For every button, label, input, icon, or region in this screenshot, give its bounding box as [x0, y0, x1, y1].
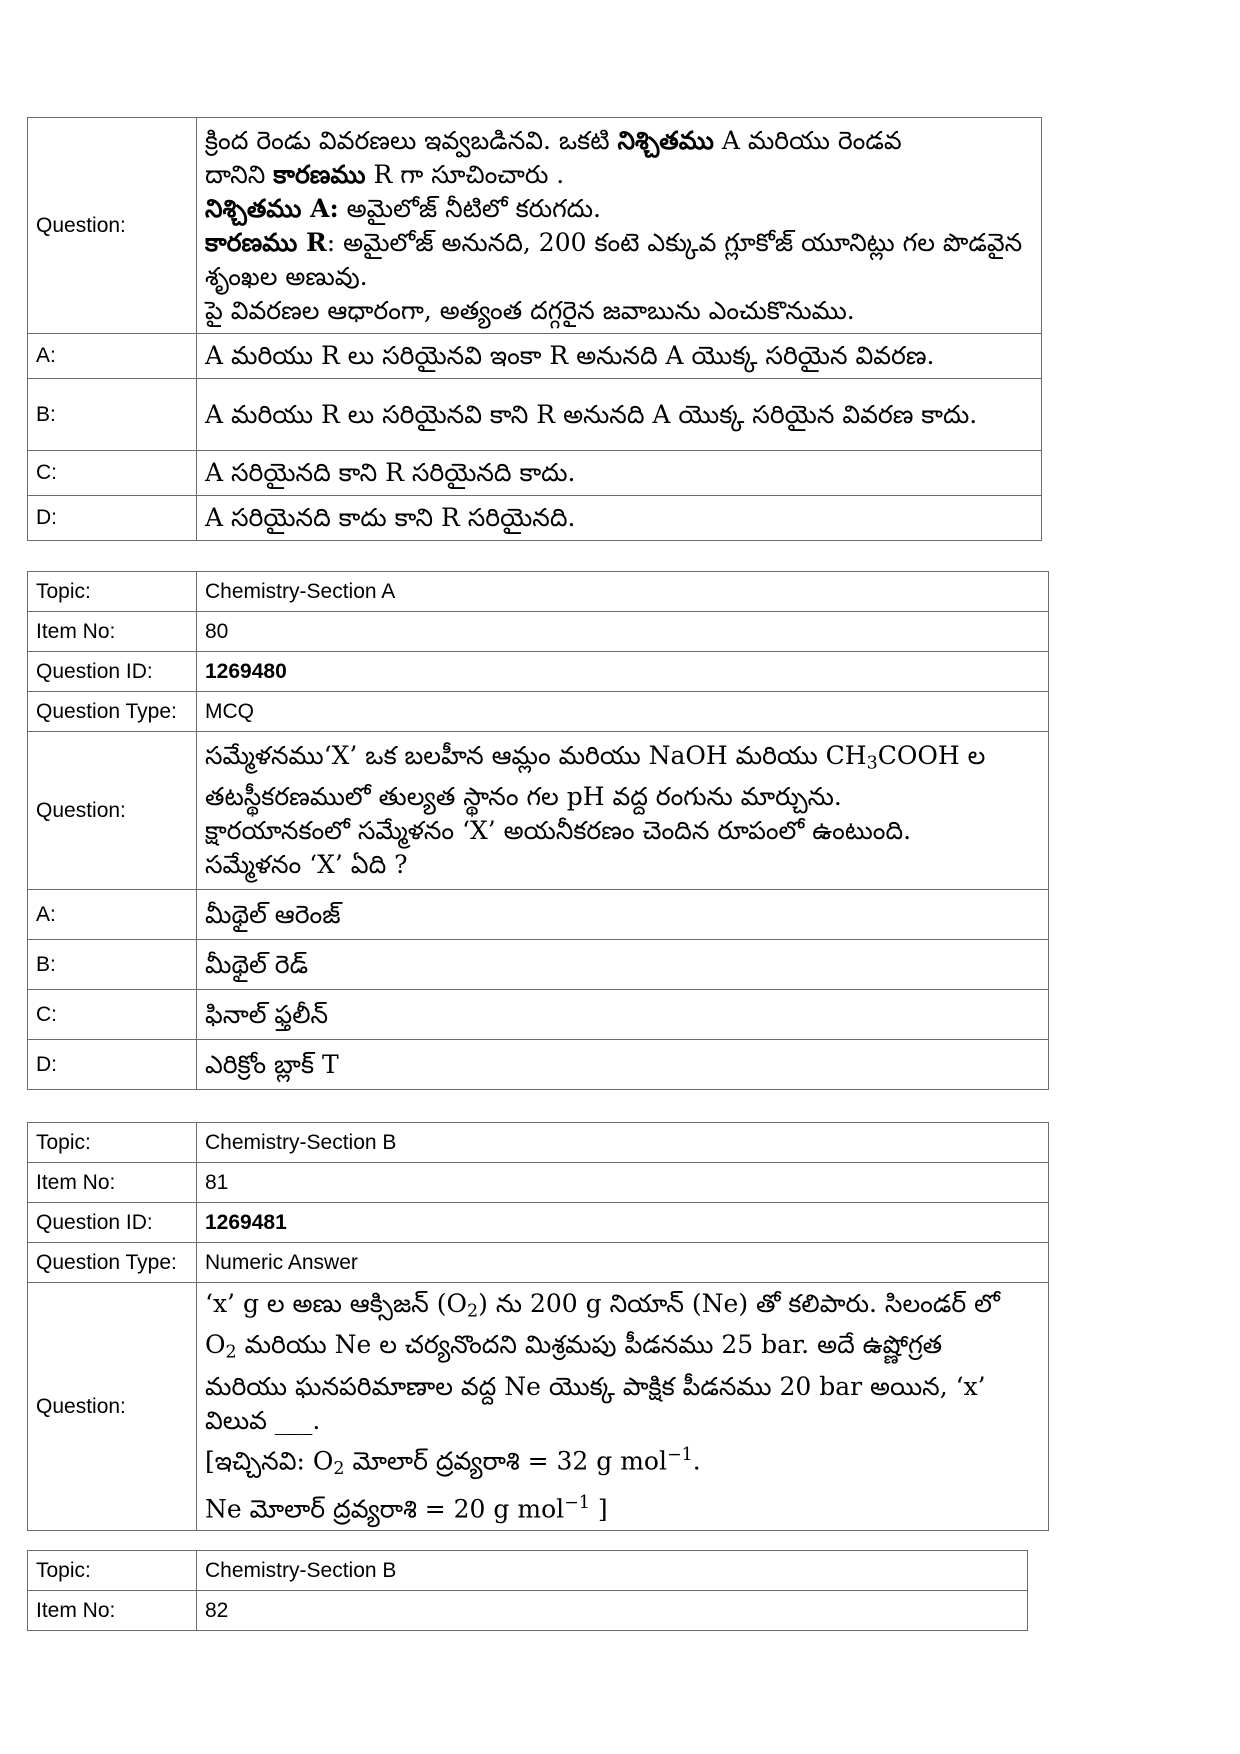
option-row-a	[28, 334, 1042, 379]
q81-line2-b: మరియు Ne ల చర్యనొందని మిశ్రమపు పీడనము 25 bar. అదే ఉష్ణోగ్రత	[236, 1330, 943, 1360]
question-type-value: Numeric Answer	[197, 1243, 1049, 1283]
q81-line1-sub: 2	[466, 1301, 479, 1322]
question-80-table	[27, 571, 1049, 1090]
question-type-label: Question Type:	[28, 1243, 197, 1283]
option-text: A సరియైనది కాని R సరియైనది కాదు.	[197, 451, 1042, 496]
question-label: Question:	[28, 732, 197, 890]
item-row	[28, 1591, 1028, 1631]
option-text: ఎరిక్రోం బ్లాక్ T	[197, 1040, 1049, 1090]
option-label: C:	[28, 451, 197, 496]
option-row-b	[28, 379, 1042, 451]
topic-row	[28, 572, 1049, 612]
option-row-b	[28, 940, 1049, 990]
option-row-d	[28, 496, 1042, 541]
q81-line2-a: O	[205, 1330, 226, 1360]
q80-line1-a: సమ్మేళనము‘X’ ఒక బలహీన ఆమ్లం మరియు NaOH మరియు CH	[205, 740, 867, 770]
item-row	[28, 612, 1049, 652]
reason-word: కారణము	[273, 159, 366, 189]
topic-row	[28, 1123, 1049, 1163]
q79-line2-a: దానిని	[205, 159, 274, 189]
option-label: C:	[28, 990, 197, 1040]
question-type-label: Question Type:	[28, 692, 197, 732]
option-text: మీథైల్ రెడ్	[197, 940, 1049, 990]
option-row-c	[28, 990, 1049, 1040]
option-label: D:	[28, 1040, 197, 1090]
question-id-row	[28, 1203, 1049, 1243]
option-text: మీథైల్ ఆరెంజ్	[197, 890, 1049, 940]
q81-line1-a: ‘x’ g ల అణు ఆక్సిజన్ (O	[205, 1289, 467, 1318]
option-row-d	[28, 1040, 1049, 1090]
q81-line5-a: [ఇచ్చినవి: O	[205, 1446, 334, 1476]
item-value: 82	[197, 1591, 1028, 1631]
topic-row	[28, 1551, 1028, 1591]
q80-line3: క్షారయానకంలో సమ్మేళనం ‘X’ అయనీకరణం చెందిన రూపంలో ఉంటుంది.	[205, 816, 912, 846]
option-label: D:	[28, 496, 197, 541]
option-label: B:	[28, 940, 197, 990]
q81-line3: మరియు ఘనపరిమాణాల వద్ద Ne యొక్క పాక్షిక పీడనము 20 bar అయిన, ‘x’	[205, 1371, 986, 1401]
q81-line5-sub: 2	[333, 1458, 345, 1479]
q80-line2: తటస్థీకరణములో తుల్యత స్థానం గల pH వద్ద రంగును మార్చును.	[205, 782, 842, 812]
option-label: A:	[28, 334, 197, 379]
q81-line5-c: .	[692, 1446, 701, 1476]
question-text	[197, 732, 1049, 890]
question-label: Question:	[28, 118, 197, 334]
q81-line5-sup: −1	[666, 1444, 693, 1465]
question-id-label: Question ID:	[28, 652, 197, 692]
q80-line1-sub: 3	[866, 753, 878, 774]
item-row	[28, 1163, 1049, 1203]
q81-line6-b: ]	[589, 1494, 608, 1524]
question-id-row	[28, 652, 1049, 692]
topic-label: Topic:	[28, 1551, 197, 1591]
q79-instruction: పై వివరణల ఆధారంగా, అత్యంత దగ్గరైన జవాబును ఎంచుకొనుము.	[205, 295, 855, 325]
option-label: A:	[28, 890, 197, 940]
question-81-table	[27, 1122, 1049, 1531]
question-id: 1269481	[205, 1210, 287, 1234]
topic-value: Chemistry-Section B	[197, 1123, 1049, 1163]
topic-label: Topic:	[28, 1123, 197, 1163]
item-label: Item No:	[28, 1591, 197, 1631]
option-label: B:	[28, 379, 197, 451]
q79-line1-a: క్రింద రెండు వివరణలు ఇవ్వబడినవి. ఒకటి	[205, 125, 618, 155]
option-row-c	[28, 451, 1042, 496]
question-label: Question:	[28, 1283, 197, 1531]
q81-line1-b: ) ను 200 g నియాన్ (Ne) తో కలిపారు. సిలండర్ లో	[478, 1289, 1000, 1318]
option-text: A సరియైనది కాదు కాని R సరియైనది.	[197, 496, 1042, 541]
assertion-text: అమైలోజ్ నీటిలో కరుగదు.	[338, 193, 601, 223]
item-label: Item No:	[28, 1163, 197, 1203]
q81-line4: విలువ ___.	[205, 1405, 321, 1435]
option-text: A మరియు R లు సరియైనవి కాని R అనునది A యొక్క సరియైన వివరణ కాదు.	[197, 379, 1042, 451]
question-type-value: MCQ	[197, 692, 1049, 732]
q79-line1-b: A మరియు రెండవ	[713, 125, 902, 155]
topic-value: Chemistry-Section B	[197, 1551, 1028, 1591]
q81-line6-sup: −1	[564, 1492, 590, 1513]
q81-line2-sub: 2	[225, 1342, 237, 1363]
question-row	[28, 732, 1049, 890]
assertion-label: నిశ్చితము A:	[205, 193, 339, 223]
reason-text: : అమైలోజ్ అనునది, 200 కంటె ఎక్కువ గ్లూకోజ్ యూనిట్లు గల పొడవైన శృంఖల అణువు.	[205, 227, 1023, 291]
question-type-row	[28, 692, 1049, 732]
option-text: A మరియు R లు సరియైనవి ఇంకా R అనునది A యొక్క సరియైన వివరణ.	[197, 334, 1042, 379]
question-row	[28, 118, 1042, 334]
question-row	[28, 1283, 1049, 1531]
question-text	[197, 1283, 1049, 1531]
q80-line1-b: COOH ల	[877, 740, 986, 770]
q81-line6-a: Ne మోలార్ ద్రవ్యరాశి = 20 g mol	[205, 1494, 565, 1524]
option-text: ఫినాల్ ఫ్తలీన్	[197, 990, 1049, 1040]
question-82-table	[27, 1550, 1028, 1631]
topic-value: Chemistry-Section A	[197, 572, 1049, 612]
reason-label: కారణము R	[205, 227, 327, 257]
item-label: Item No:	[28, 612, 197, 652]
q79-line2-b: R గా సూచించారు .	[365, 159, 565, 189]
question-id-value	[197, 652, 1049, 692]
option-row-a	[28, 890, 1049, 940]
question-text	[197, 118, 1042, 334]
q81-line5-b: మోలార్ ద్రవ్యరాశి = 32 g mol	[344, 1446, 667, 1476]
question-id-value	[197, 1203, 1049, 1243]
item-value: 81	[197, 1163, 1049, 1203]
q80-line4: సమ్మేళనం ‘X’ ఏది ?	[205, 850, 408, 880]
item-value: 80	[197, 612, 1049, 652]
assertion-word: నిశ్చితము	[617, 125, 714, 155]
topic-label: Topic:	[28, 572, 197, 612]
question-id-label: Question ID:	[28, 1203, 197, 1243]
question-79-table	[27, 117, 1042, 541]
question-type-row	[28, 1243, 1049, 1283]
question-id: 1269480	[205, 659, 287, 683]
